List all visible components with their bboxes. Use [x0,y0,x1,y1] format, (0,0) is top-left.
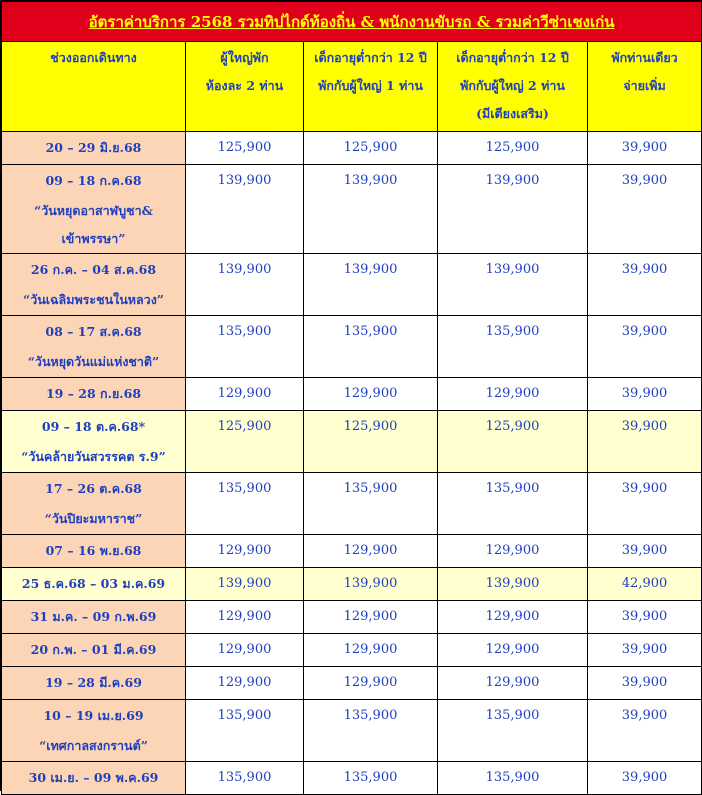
header-line: จ่ายเพิ่ม [623,78,666,93]
departure-date: 30 เม.ย. – 09 พ.ค.69 [28,770,159,785]
departure-date: 31 ม.ค. – 09 ก.พ.69 [30,609,157,624]
table-row [2,473,702,535]
price-single-supplement: 39,900 [588,165,702,254]
holiday-note: เข้าพรรษา” [61,231,126,246]
departure-date-cell [2,473,186,535]
price-adult-twin: 135,900 [186,473,304,535]
departure-date: 17 – 26 ต.ค.68 [45,481,142,496]
departure-date: 09 – 18 ก.ค.68 [45,173,142,188]
departure-date-cell [2,535,186,568]
price-child-with-1-adult: 129,900 [304,535,438,568]
header-departure-period [2,42,186,132]
header-line: พักกับผู้ใหญ่ 1 ท่าน [318,78,423,93]
price-child-extra-bed: 139,900 [438,254,588,316]
table-row [2,165,702,254]
price-table [1,1,702,795]
table-row [2,568,702,601]
departure-date: 10 – 19 เม.ย.69 [43,708,144,723]
departure-date-cell [2,165,186,254]
price-single-supplement: 39,900 [588,762,702,795]
price-child-extra-bed: 129,900 [438,601,588,634]
price-child-with-1-adult: 139,900 [304,254,438,316]
header-line: ผู้ใหญ่พัก [220,50,269,65]
price-child-with-1-adult: 139,900 [304,165,438,254]
price-single-supplement: 39,900 [588,473,702,535]
departure-date-cell [2,634,186,667]
price-adult-twin: 129,900 [186,601,304,634]
price-single-supplement: 39,900 [588,601,702,634]
price-adult-twin: 135,900 [186,700,304,762]
price-single-supplement: 39,900 [588,378,702,411]
price-child-extra-bed: 125,900 [438,132,588,165]
price-adult-twin: 139,900 [186,568,304,601]
header-line: ช่วงออกเดินทาง [50,50,137,65]
header-child-with-1-adult [304,42,438,132]
price-child-extra-bed: 135,900 [438,473,588,535]
departure-date: 08 – 17 ส.ค.68 [45,324,142,339]
holiday-note: “วันหยุดอาสาฬบูชา& [34,203,153,218]
price-adult-twin: 125,900 [186,132,304,165]
price-single-supplement: 39,900 [588,700,702,762]
table-row [2,254,702,316]
price-child-with-1-adult: 135,900 [304,473,438,535]
table-row [2,535,702,568]
price-child-with-1-adult: 129,900 [304,634,438,667]
departure-date: 20 ก.พ. – 01 มี.ค.69 [30,642,157,657]
header-single-supplement [588,42,702,132]
table-row [2,411,702,473]
departure-date-cell [2,568,186,601]
price-adult-twin: 129,900 [186,535,304,568]
price-adult-twin: 135,900 [186,316,304,378]
price-child-extra-bed: 139,900 [438,165,588,254]
departure-date-cell [2,411,186,473]
departure-date: 26 ก.ค. – 04 ส.ค.68 [30,262,157,277]
price-child-extra-bed: 139,900 [438,568,588,601]
price-child-with-1-adult: 135,900 [304,316,438,378]
price-adult-twin: 135,900 [186,762,304,795]
price-child-extra-bed: 125,900 [438,411,588,473]
price-adult-twin: 139,900 [186,165,304,254]
table-row [2,132,702,165]
price-child-with-1-adult: 125,900 [304,132,438,165]
price-child-with-1-adult: 129,900 [304,667,438,700]
table-row [2,762,702,795]
price-single-supplement: 42,900 [588,568,702,601]
price-adult-twin: 129,900 [186,634,304,667]
price-single-supplement: 39,900 [588,667,702,700]
price-adult-twin: 129,900 [186,378,304,411]
price-adult-twin: 139,900 [186,254,304,316]
holiday-note: “เทศกาลสงกรานต์” [39,738,148,753]
holiday-note: “วันเฉลิมพระชนในหลวง” [23,292,164,307]
price-single-supplement: 39,900 [588,535,702,568]
price-child-with-1-adult: 135,900 [304,762,438,795]
departure-date-cell [2,762,186,795]
departure-date-cell [2,700,186,762]
price-single-supplement: 39,900 [588,132,702,165]
price-child-with-1-adult: 125,900 [304,411,438,473]
header-line: ห้องละ 2 ท่าน [205,78,284,93]
departure-date-cell [2,132,186,165]
price-child-extra-bed: 129,900 [438,667,588,700]
table-row [2,700,702,762]
header-line: พักกับผู้ใหญ่ 2 ท่าน [460,78,565,93]
header-child-with-2-adults-extra-bed [438,42,588,132]
header-adult-twin [186,42,304,132]
header-line: พักท่านเดียว [611,50,678,65]
departure-date: 19 – 28 ก.ย.68 [45,386,142,401]
price-child-with-1-adult: 139,900 [304,568,438,601]
departure-date: 19 – 28 มี.ค.69 [45,675,142,690]
price-adult-twin: 129,900 [186,667,304,700]
departure-date-cell [2,316,186,378]
departure-date-cell [2,378,186,411]
table-row [2,316,702,378]
price-child-with-1-adult: 135,900 [304,700,438,762]
price-child-with-1-adult: 129,900 [304,601,438,634]
price-single-supplement: 39,900 [588,254,702,316]
departure-date: 07 – 16 พ.ย.68 [45,543,142,558]
departure-date: 20 – 29 มิ.ย.68 [45,140,142,155]
price-child-extra-bed: 129,900 [438,378,588,411]
holiday-note: “วันปิยะมหาราช” [44,511,143,526]
departure-date-cell [2,601,186,634]
header-row [2,42,702,132]
table-row [2,378,702,411]
price-single-supplement: 39,900 [588,316,702,378]
price-single-supplement: 39,900 [588,411,702,473]
holiday-note: “วันคล้ายวันสวรรคต ร.9” [21,449,166,464]
table-body [2,132,702,795]
price-child-with-1-adult: 129,900 [304,378,438,411]
table-row [2,667,702,700]
price-child-extra-bed: 135,900 [438,700,588,762]
price-adult-twin: 125,900 [186,411,304,473]
header-line: (มีเตียงเสริม) [476,106,549,121]
table-row [2,634,702,667]
departure-date-cell [2,254,186,316]
price-child-extra-bed: 135,900 [438,762,588,795]
header-line: เด็กอายุต่ำกว่า 12 ปี [456,50,569,65]
header-line: เด็กอายุต่ำกว่า 12 ปี [314,50,427,65]
table-title: อัตราค่าบริการ 2568 รวมทิปไกด์ท้องถิ่น & พนักงานขับรถ & รวมค่าวีซ่าเชงเก่น [2,2,702,42]
table-row [2,601,702,634]
price-single-supplement: 39,900 [588,634,702,667]
price-child-extra-bed: 135,900 [438,316,588,378]
departure-date: 25 ธ.ค.68 – 03 ม.ค.69 [21,576,166,591]
price-child-extra-bed: 129,900 [438,535,588,568]
departure-date: 09 – 18 ต.ค.68* [41,419,146,434]
price-child-extra-bed: 129,900 [438,634,588,667]
departure-date-cell [2,667,186,700]
holiday-note: “วันหยุดวันแม่แห่งชาติ” [27,354,160,369]
